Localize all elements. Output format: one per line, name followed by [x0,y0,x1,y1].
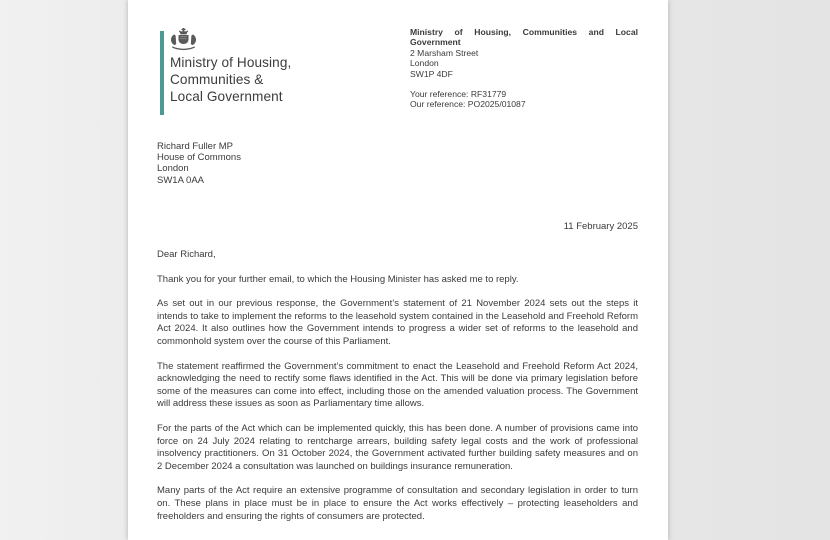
recipient-address-1: House of Commons [157,152,241,164]
recipient-postcode: SW1A 0AA [157,174,204,186]
sender-address-block [410,27,638,110]
mhclg-logo [160,28,390,120]
paragraph-2: As set out in our previous response, the Government’s statement of 21 November 2024 sets out the steps it intends to take to implement the reforms to the leasehold system contained in the Leasehold and Freehold Reform Act 2024. It also outlines how the Government intends to progress a wider set of reforms to the leasehold and commonhold system over the course of this Parliament. [157,298,638,347]
paragraph-3: The statement reaffirmed the Government’s commitment to enact the Leasehold and Freehold Reform Act 2024, acknowledging the need to rectify some flaws identified in the Act. This will be done via primary legislation before some of the measures can come into effect, including those on the amended valuation process. The Government will address these issues as soon as Parliamentary time allows. [157,360,638,410]
paragraph-5: Many parts of the Act require an extensive programme of consultation and secondary legislation in order to turn on. These plans in place must be in place to ensure the Act works effectively – protecting leaseholders and freeholders and ensuring the rights of consumers are protected. [157,485,638,522]
paragraph-1: Thank you for your further email, to which the Housing Minister has asked me to reply. [157,273,519,285]
logo-line-1: Ministry of Housing, [170,55,292,70]
letter-date: 11 February 2025 [563,221,638,232]
royal-crest-icon [170,28,197,51]
logo-accent-bar [160,31,164,115]
sender-org-name: Ministry of Housing, Communities and Local Government [410,27,638,48]
recipient-address-2: London [157,163,189,175]
logo-wordmark [170,54,390,105]
salutation: Dear Richard, [157,249,216,260]
recipient-address-block [157,141,241,186]
paragraph-4: For the parts of the Act which can be implemented quickly, this has been done. A number of provisions came into force on 24 July 2024 relating to rentcharge arrears, building safety legal costs and the work of professional insolvency practitioners. On 31 October 2024, the Government activated further building safety measures and on 2 December 2024 a consultation was launched on buildings insurance remuneration. [157,422,638,472]
sender-address-postcode: SW1P 4DF [410,68,453,79]
letter-body [157,249,638,535]
logo-line-2: Communities & [170,72,264,87]
reference-block [410,89,638,110]
your-reference: Your reference: RF31779 [410,89,507,100]
recipient-name: Richard Fuller MP [157,141,234,152]
sender-address-street: 2 Marsham Street [410,47,479,58]
our-reference: Our reference: PO2025/01087 [410,99,526,110]
logo-line-3: Local Government [170,89,283,104]
sender-address-city: London [410,58,439,69]
letter-page [128,0,668,540]
